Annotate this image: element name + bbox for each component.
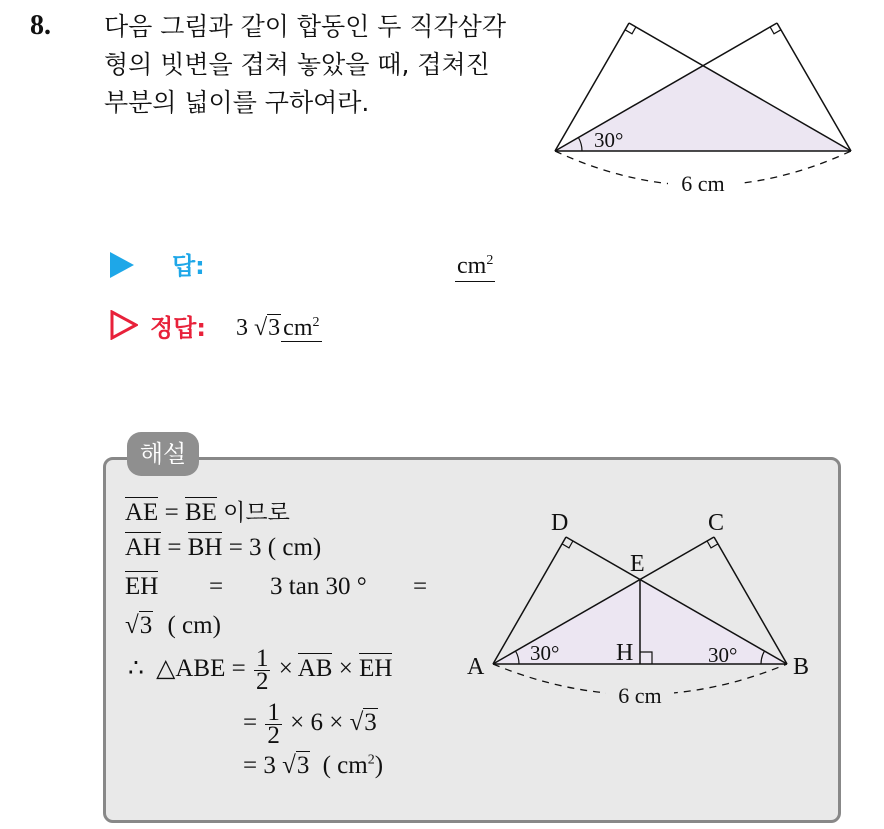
product: × 6 ×	[290, 709, 344, 737]
equals: =	[209, 573, 224, 600]
question-number: 8.	[30, 10, 51, 41]
label-d: D	[551, 510, 569, 536]
answer-row	[110, 246, 530, 282]
segment-bh: BH	[187, 534, 223, 561]
solution-line-5	[128, 645, 393, 695]
correct-radicand: 3	[268, 315, 281, 341]
answer-unit: cm	[457, 253, 487, 279]
angle-label-b: 30°	[708, 643, 738, 667]
segment-eh: EH	[359, 655, 393, 683]
therefore-symbol: ∴	[128, 655, 144, 683]
angle-label-a: 30°	[530, 641, 560, 665]
question-text	[104, 8, 544, 122]
correct-marker-icon	[110, 310, 138, 340]
fraction-half: $\frac{1}{2}$	[267, 699, 280, 749]
question-line-1: 다음 그림과 같이 합동인 두 직각삼각	[104, 12, 506, 41]
triangle-abe: △ABE =	[156, 655, 246, 683]
angle-label: 30°	[594, 128, 624, 152]
tan-expression: 3 tan 30 °	[270, 573, 367, 600]
base-label: 6 cm	[618, 683, 662, 708]
equals: =	[167, 534, 182, 561]
times: ×	[338, 655, 353, 683]
correct-sqrt: √3	[254, 315, 281, 341]
equals: =	[413, 573, 428, 600]
segment-be: BE	[184, 499, 217, 526]
label-b: B	[793, 654, 810, 680]
solution-value: = 3 ( cm)	[228, 534, 322, 561]
answer-marker-icon	[110, 252, 134, 278]
solution-text: 이므로	[223, 500, 290, 526]
correct-coef: 3	[236, 315, 248, 341]
sqrt-3: √3	[282, 752, 310, 779]
solution-line-2	[125, 534, 321, 562]
correct-answer-label: 정답:	[150, 314, 206, 342]
solution-line-3	[125, 573, 445, 601]
answer-unit-exp: 2	[486, 253, 494, 268]
question-line-2: 형의 빗변을 겹쳐 놓았을 때, 겹쳐진	[104, 50, 490, 79]
label-h: H	[616, 640, 634, 666]
equals: =	[243, 709, 258, 737]
unit-cm: ( cm)	[167, 612, 221, 639]
solution-line-1	[125, 494, 290, 527]
segment-eh: EH	[125, 573, 159, 600]
answer-label: 답:	[172, 252, 205, 280]
sqrt-3: √3	[349, 709, 377, 737]
base-label: 6 cm	[681, 171, 725, 196]
label-c: C	[708, 510, 725, 536]
answer-input[interactable]	[455, 246, 495, 282]
correct-answer-value	[236, 306, 322, 345]
fraction-half: $\frac{1}{2}$	[255, 645, 269, 695]
solution-tab: 해설	[127, 432, 199, 476]
solution-line-4	[125, 612, 221, 640]
label-a: A	[467, 654, 485, 680]
correct-answer-row	[110, 306, 530, 346]
times: ×	[278, 655, 293, 683]
sqrt-3: √3	[125, 612, 153, 639]
segment-ab: AB	[297, 655, 333, 683]
unit-cm2: ( $cm^2$)	[322, 752, 384, 779]
equals: =	[164, 499, 179, 526]
label-e: E	[630, 551, 645, 577]
question-figure	[548, 10, 864, 200]
segment-ah: AH	[125, 534, 162, 561]
equals-three: = 3	[243, 752, 276, 779]
segment-ae: AE	[125, 499, 159, 526]
solution-line-6	[243, 699, 378, 749]
solution-line-7	[243, 752, 383, 780]
correct-unit-exp: 2	[312, 315, 320, 330]
correct-unit: $cm^2$	[283, 315, 320, 341]
question-line-3: 부분의 넓이를 구하여라.	[104, 88, 370, 117]
solution-figure	[460, 500, 820, 720]
